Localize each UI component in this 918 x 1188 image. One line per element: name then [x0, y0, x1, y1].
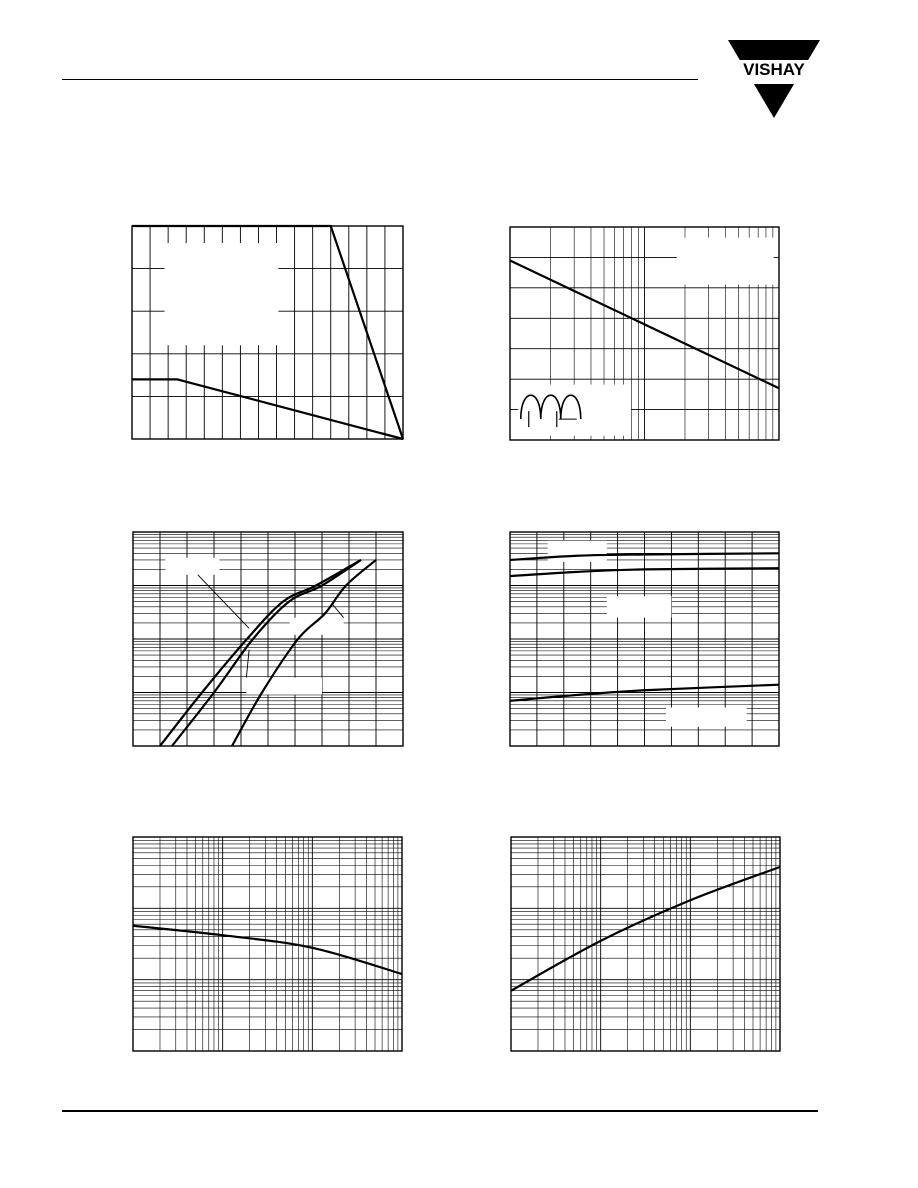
label-box: [666, 707, 747, 726]
plot-frame: [133, 837, 402, 1051]
series-line-1: [511, 867, 780, 991]
chart-5: [133, 837, 402, 1051]
footer-rule: [62, 1110, 818, 1112]
chart-1: [132, 226, 403, 439]
chart-2: [510, 227, 779, 440]
leader-arrow: [246, 650, 249, 678]
label-box: [518, 385, 631, 436]
header-rule: [62, 79, 698, 80]
chart-4: [510, 532, 779, 746]
label-box: [548, 541, 607, 562]
label-box: [607, 596, 672, 617]
chart-6: [511, 837, 780, 1051]
label-box: [165, 558, 219, 575]
plot-frame: [511, 837, 780, 1051]
chart-3: [133, 532, 403, 746]
series-line-1: [133, 926, 402, 974]
label-box: [677, 238, 774, 285]
series-line-2: [132, 379, 403, 439]
label-box: [246, 678, 322, 695]
logo-text: VISHAY: [743, 60, 805, 79]
label-box: [165, 243, 279, 345]
